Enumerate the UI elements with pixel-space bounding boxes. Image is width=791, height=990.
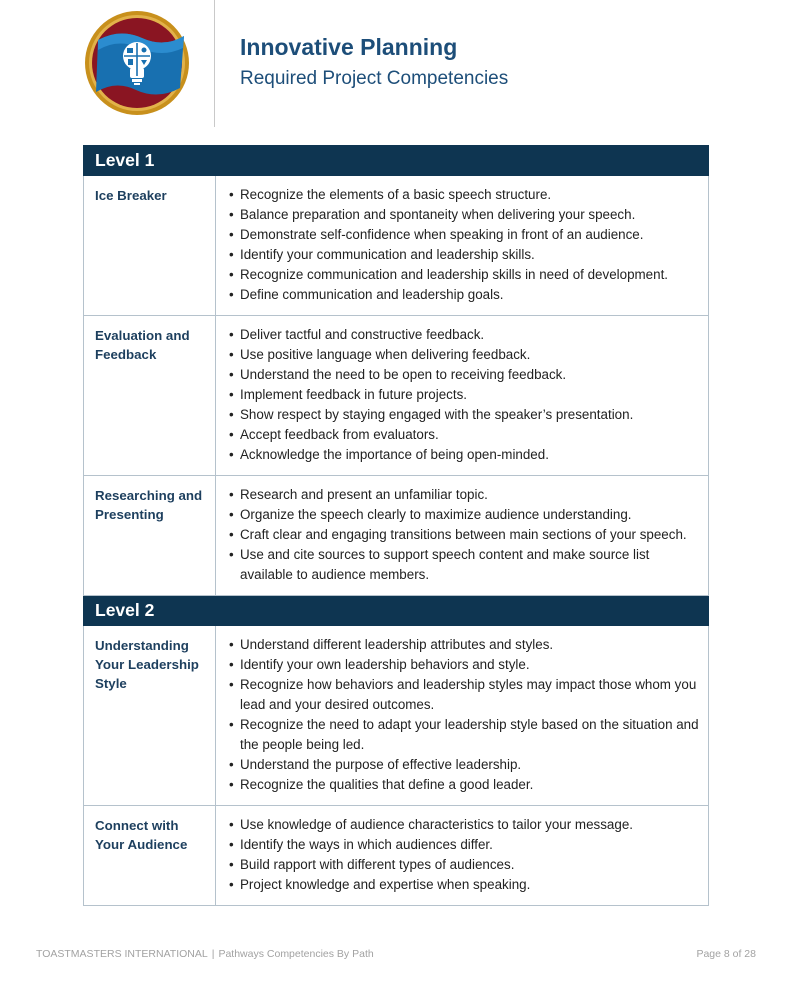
project-name: Understanding Your Leadership Style — [84, 626, 216, 806]
lightbulb-badge-icon — [84, 10, 190, 116]
level-header-blank — [216, 146, 709, 176]
footer-doc-info — [36, 948, 374, 960]
list-item: • Understand the purpose of effective leadership. — [228, 755, 702, 775]
level-header-row — [84, 596, 709, 626]
project-name: Connect with Your Audience — [84, 806, 216, 906]
table-row — [84, 476, 709, 596]
list-item: • Deliver tactful and constructive feedback. — [228, 325, 702, 345]
footer-separator: | — [211, 948, 215, 960]
competency-list — [228, 325, 702, 465]
list-item: • Identify your own leadership behaviors and style. — [228, 655, 702, 675]
footer-org: TOASTMASTERS INTERNATIONAL — [36, 948, 208, 960]
list-item: • Use and cite sources to support speech content and make source list available to audience members. — [228, 545, 702, 585]
list-item: • Show respect by staying engaged with the speaker’s presentation. — [228, 405, 702, 425]
list-item: • Recognize how behaviors and leadership styles may impact those whom you lead and your desired outcomes. — [228, 675, 702, 715]
table-row — [84, 316, 709, 476]
project-name: Ice Breaker — [84, 176, 216, 316]
list-item: • Recognize communication and leadership skills in need of development. — [228, 265, 702, 285]
list-item: • Define communication and leadership goals. — [228, 285, 702, 305]
page-title: Innovative Planning — [240, 34, 458, 60]
table-row — [84, 626, 709, 806]
competency-list-cell — [216, 476, 709, 596]
list-item: • Use knowledge of audience characteristics to tailor your message. — [228, 815, 702, 835]
list-item: • Identify the ways in which audiences differ. — [228, 835, 702, 855]
competency-list — [228, 815, 702, 895]
list-item: • Organize the speech clearly to maximize audience understanding. — [228, 505, 702, 525]
page-header — [0, 0, 791, 130]
competency-list — [228, 485, 702, 585]
list-item: • Craft clear and engaging transitions between main sections of your speech. — [228, 525, 702, 545]
list-item: • Demonstrate self-confidence when speaking in front of an audience. — [228, 225, 702, 245]
header-divider — [214, 0, 215, 127]
footer-doc-title: Pathways Competencies By Path — [218, 948, 374, 960]
level-label: Level 2 — [84, 596, 216, 626]
level-label: Level 1 — [84, 146, 216, 176]
level-header-blank — [216, 596, 709, 626]
competency-list-cell — [216, 806, 709, 906]
competency-list-cell — [216, 176, 709, 316]
list-item: • Recognize the need to adapt your leadership style based on the situation and the people being led. — [228, 715, 702, 755]
list-item: • Research and present an unfamiliar topic. — [228, 485, 702, 505]
list-item: • Project knowledge and expertise when speaking. — [228, 875, 702, 895]
list-item: • Use positive language when delivering feedback. — [228, 345, 702, 365]
competency-list — [228, 635, 702, 795]
list-item: • Understand different leadership attributes and styles. — [228, 635, 702, 655]
competency-table-body — [84, 146, 709, 906]
project-name: Evaluation and Feedback — [84, 316, 216, 476]
page-number: Page 8 of 28 — [696, 948, 756, 960]
competency-list-cell — [216, 626, 709, 806]
table-row — [84, 806, 709, 906]
page-subtitle: Required Project Competencies — [240, 68, 509, 89]
list-item: • Acknowledge the importance of being open-minded. — [228, 445, 702, 465]
table-row — [84, 176, 709, 316]
project-name: Researching and Presenting — [84, 476, 216, 596]
list-item: • Recognize the qualities that define a good leader. — [228, 775, 702, 795]
list-item: • Build rapport with different types of audiences. — [228, 855, 702, 875]
level-header-row — [84, 146, 709, 176]
list-item: • Understand the need to be open to receiving feedback. — [228, 365, 702, 385]
list-item: • Accept feedback from evaluators. — [228, 425, 702, 445]
competency-list-cell — [216, 316, 709, 476]
list-item: • Identify your communication and leadership skills. — [228, 245, 702, 265]
competency-table — [83, 145, 709, 906]
list-item: • Implement feedback in future projects. — [228, 385, 702, 405]
list-item: • Balance preparation and spontaneity when delivering your speech. — [228, 205, 702, 225]
competency-list — [228, 185, 702, 305]
list-item: • Recognize the elements of a basic speech structure. — [228, 185, 702, 205]
